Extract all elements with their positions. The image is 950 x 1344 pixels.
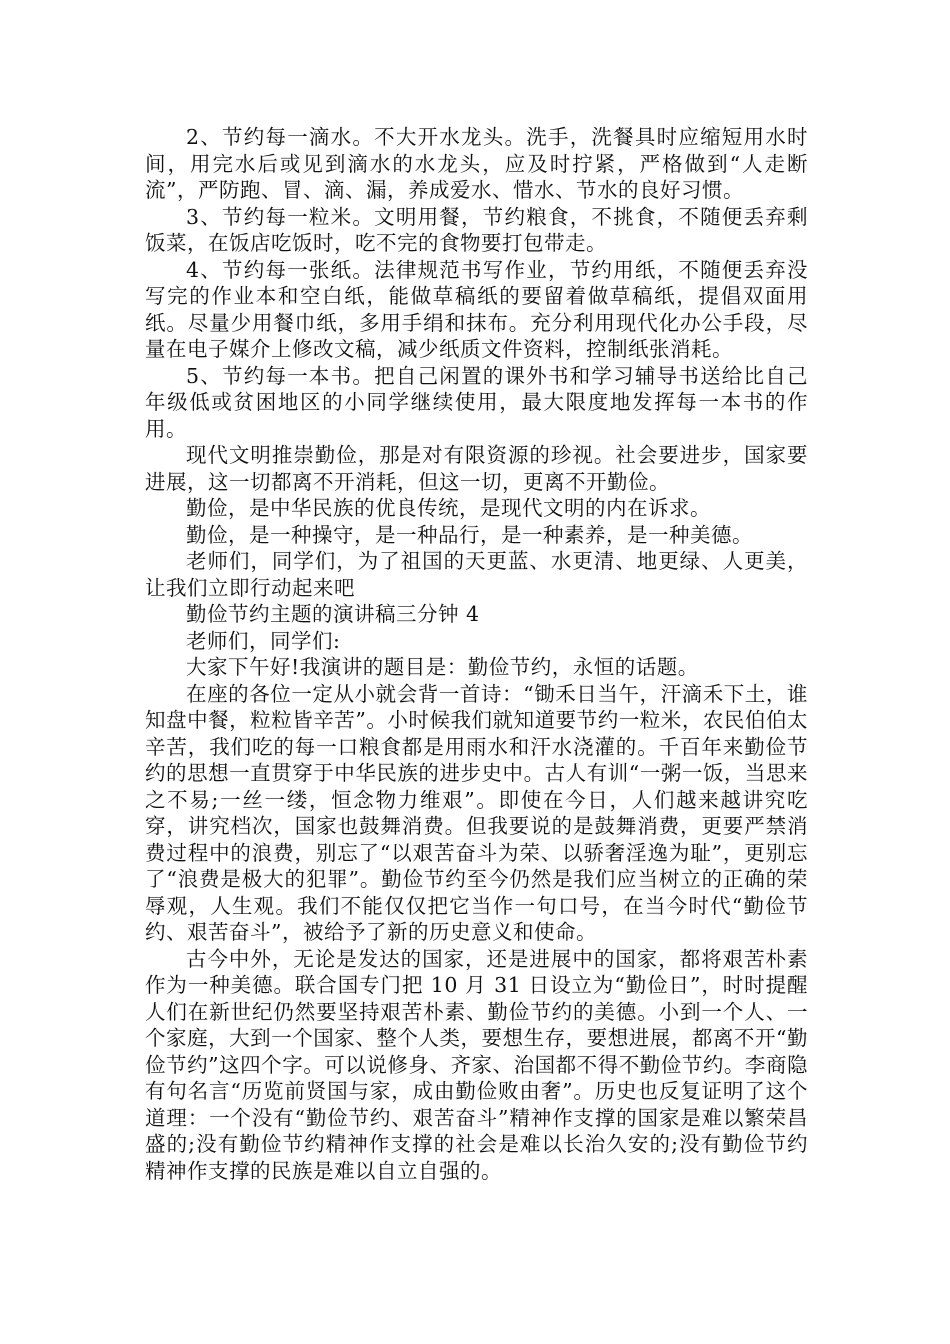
paragraph: 老师们，同学们，为了祖国的天更蓝、水更清、地更绿、人更美，让我们立即行动起来吧 (145, 549, 808, 600)
document-page (145, 124, 808, 1184)
paragraph: 勤俭，是一种操守，是一种品行，是一种素养，是一种美德。 (186, 522, 753, 547)
section-heading: 勤俭节约主题的演讲稿三分钟 4 (186, 602, 480, 626)
paragraph: 大家下午好!我演讲的题目是：勤俭节约，永恒的话题。 (186, 655, 699, 679)
salutation: 老师们，同学们: (186, 628, 341, 653)
paragraph: 现代文明推崇勤俭，那是对有限资源的珍视。社会要进步，国家要进展，这一切都离不开消耗，但这一切，更离不开勤俭。 (145, 443, 808, 494)
paragraph: 3、节约每一粒米。文明用餐，节约粮食，不挑食，不随便丢弃剩饭菜，在饭店吃饭时，吃不完的食物要打包带走。 (145, 204, 808, 255)
paragraph: 古今中外，无论是发达的国家，还是进展中的国家，都将艰苦朴素作为一种美德。联合国专门把 10 月 31 日设立为“勤俭日”，时时提醒人们在新世纪仍然要坚持艰苦朴素、勤俭节约的美德。小到一个人、一个家庭，大到一个国家、整个人类，要想生存，要想进展，都离不开“勤俭节约”这四个字。可以说修身、齐家、治国都不得不勤俭节约。李商隐有句名言“历览前贤国与家，成由勤俭败由奢”。历史也反复证明了这个道理：一个没有“勤俭节约、艰苦奋斗”精神作支撑的国家是难以繁荣昌盛的;没有勤俭节约精神作支撑的社会是难以长治久安的;没有勤俭节约精神作支撑的民族是难以自立自强的。 (145, 946, 808, 1183)
paragraph: 4、节约每一张纸。法律规范书写作业，节约用纸，不随便丢弃没写完的作业本和空白纸，能做草稿纸的要留着做草稿纸，提倡双面用纸。尽量少用餐巾纸，多用手绢和抹布。充分利用现代化办公手段，尽量在电子媒介上修改文稿，减少纸质文件资料，控制纸张消耗。 (145, 257, 808, 361)
paragraph: 5、节约每一本书。把自己闲置的课外书和学习辅导书送给比自己年级低或贫困地区的小同学继续使用，最大限度地发挥每一本书的作用。 (145, 363, 808, 441)
paragraph: 在座的各位一定从小就会背一首诗：“锄禾日当午，汗滴禾下土，谁知盘中餐，粒粒皆辛苦”。小时候我们就知道要节约一粒米，农民伯伯太辛苦，我们吃的每一口粮食都是用雨水和汗水浇灌的。千百年来勤俭节约的思想一直贯穿于中华民族的进步史中。古人有训“一粥一饭，当思来之不易;一丝一缕，恒念物力维艰”。即使在今日，人们越来越讲究吃穿，讲究档次，国家也鼓舞消费。但我要说的是鼓舞消费，更要严禁消费过程中的浪费，别忘了“以艰苦奋斗为荣、以骄奢淫逸为耻”，更别忘了“浪费是极大的犯罪”。勤俭节约至今仍然是我们应当树立的正确的荣辱观，人生观。我们不能仅仅把它当作一句口号，在当今时代“勤俭节约、艰苦奋斗”，被给予了新的历史意义和使命。 (145, 681, 808, 944)
paragraph: 2、节约每一滴水。不大开水龙头。洗手，洗餐具时应缩短用水时间，用完水后或见到滴水的水龙头，应及时拧紧，严格做到“人走断流”，严防跑、冒、滴、漏，养成爱水、惜水、节水的良好习惯。 (145, 125, 808, 202)
paragraph: 勤俭，是中华民族的优良传统，是现代文明的内在诉求。 (186, 496, 711, 520)
